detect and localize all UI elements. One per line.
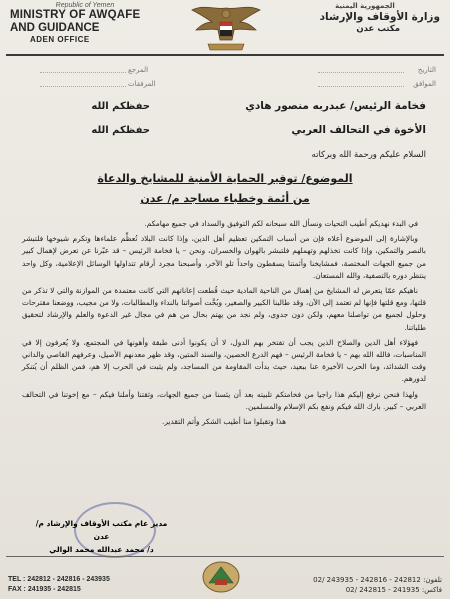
body-paragraph: فهؤلاء أهل الدين والصلاح الذين يجب أن تفتخر بهم الدول، لا أن يكونوا أدنى طبقة وأهونها في المجتمع، ولا يُعرفون إلا في المناسبات، فالله الله بهم – يا فخامة الرئيس – فهم الدرع الحصين، والسند المتين، وقد ظهر معدنهم الأصيل، وعرفهم القاصي والداني وقت الشدائد، وما الحرب الأخيرة عنا ببعيد، حيث بدأت المقاومة من المساجد، ولم يثبت في الحرب إلا هم، فمن الظلم أن يُتنكر لدورهم. xyxy=(22,337,426,384)
ministry-seal-icon xyxy=(199,559,243,595)
addressee-president: فخامة الرئيس/ عبدربه منصور هادي xyxy=(245,100,426,112)
body-paragraph: في البدء نهديكم أطيب التحيات ونسأل الله سبحانه لكم التوفيق والسداد في جميع مهامكم. xyxy=(144,219,418,228)
footer-ar-fax: فاكس: 241935 - 242815 /02 xyxy=(345,586,442,594)
signature-name: د/ محمد عبدالله محمد الوالي xyxy=(49,545,154,554)
header-english xyxy=(10,2,160,45)
header-ar-republic: الجمهورية اليمنية xyxy=(335,2,395,10)
header-en-republic: Republic of Yemen xyxy=(55,2,115,9)
footer-en-tel: TEL : 242812 - 242816 - 243935 xyxy=(8,576,110,583)
date-label: التاريخ xyxy=(417,66,436,74)
corresponding-line xyxy=(318,86,404,87)
attach-line xyxy=(40,86,126,87)
date-line xyxy=(318,72,404,73)
addressee-coalition: الأخوة في التحالف العربي xyxy=(291,124,426,136)
salutation: السلام عليكم ورحمة الله وبركاته xyxy=(311,150,426,160)
body-paragraph: ناهيكم عمّا يتعرض له المشايخ من إهمال من الناحية المادية حيث قُطعت إعاناتهم التي كانت معتمدة من الموازنة والتي لا تذكر من قلتها، ومع قلتها فإنها لم تعتمد إلى الآن، وقد طالبنا الكبير والصغير، وبُحَّت أصواتنا بالنداء والمطالبات، ولا من مجيب، ووضعنا مقترحات وحلول لجميع من تواصلنا معهم، ولكن دون جدوى، ولم نجد من يهتم بحال من هم في مجال غير الدعوة والعلم والإرشاد لتحقيق طلباتنا. xyxy=(22,286,426,332)
header-en-office: ADEN OFFICE xyxy=(30,35,90,44)
corresponding-label: الموافق xyxy=(413,80,436,88)
footer-divider xyxy=(6,556,444,557)
subject-line-2: من أئمة وخطباء مساجد م/ عدن xyxy=(140,192,310,205)
header-ar-ministry: وزارة الأوقاف والإرشاد xyxy=(319,11,440,23)
attach-label: المرفقات xyxy=(128,80,156,88)
header-en-ministry: MINISTRY OF AWQAFE xyxy=(10,9,141,21)
footer-arabic xyxy=(313,575,442,595)
letter-body xyxy=(22,218,426,431)
body-paragraph: وبالإشارة إلى الموضوع أعلاه فإن من أسباب التمكين تعظيم أهل الدين، وإذا كانت البلاد تُعظِّم علماءها وتكرم شيوخها فلتبشر بالنصر والتمكين، وإذا كانت تخذلهم وتهملهم فلتبشر بالهوان والخسران، ونحن – يا فخامة الرئيس – قد عبّرنا عن تعرض لإهمال كبير من جميع الجهات المختصة، فمشايخنا وأئمتنا يسقطون واحداً تلو الآخر، وأصبحنا مجرد أرقام تتداولها الوسائل الإعلامية، وكل واحد ينتظر دوره بالتصفية، والله المستعان. xyxy=(22,234,426,280)
header-ar-office: مكتب عدن xyxy=(356,24,400,34)
greeting-coalition: حفظكم الله xyxy=(91,125,150,136)
yemen-eagle-emblem-icon xyxy=(186,0,266,56)
closing-line: هذا وتقبلوا منا أطيب الشكر وأتم التقدير. xyxy=(162,417,286,427)
header-divider xyxy=(6,54,444,56)
ref-label: المرجع xyxy=(128,66,149,74)
footer-en-fax: FAX : 241935 - 242815 xyxy=(8,586,81,593)
body-paragraph: ولهذا فنحن نرفع إليكم هذا راجيا من فخامتكم تلبيته بعد أن يئسنا من جميع الجهات، وثقتنا وأملنا فيكم – مع إخوتنا في التحالف العربي – كبير. بارك الله فيكم ونفع بكم الإسلام والمسلمين. xyxy=(22,389,426,411)
header-en-guidance: AND GUIDANCE xyxy=(10,22,100,34)
signature-title: مدير عام مكتب الأوقاف والإرشاد م/عدن xyxy=(35,519,168,541)
subject-line-1: الموضوع/ توفير الحماية الأمنية للمشايخ والدعاة xyxy=(97,172,353,185)
header-arabic xyxy=(290,2,440,35)
signature-block xyxy=(34,517,169,556)
footer-ar-tel: تلفون: 242812 - 242816 - 243935 /02 xyxy=(313,576,442,584)
greeting-president: حفظكم الله xyxy=(91,101,150,112)
ref-line xyxy=(40,72,126,73)
footer-english xyxy=(8,575,110,595)
